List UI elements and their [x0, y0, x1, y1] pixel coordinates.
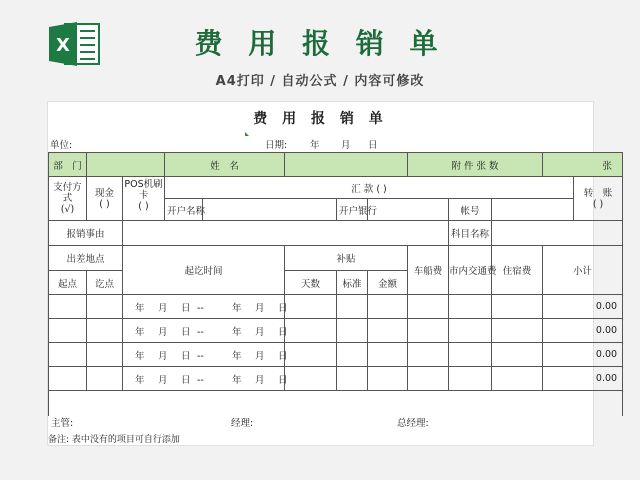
- expense-table: [48, 152, 623, 416]
- subtotal-value: 0.00: [543, 343, 623, 367]
- start-year: 年: [135, 374, 145, 386]
- standard-label: 标准: [337, 271, 368, 295]
- standard-input[interactable]: [337, 295, 368, 319]
- period-input[interactable]: [123, 319, 288, 343]
- days-input[interactable]: [285, 319, 337, 343]
- remit-label[interactable]: 汇 款 ( ): [165, 177, 574, 199]
- header-row: [49, 153, 623, 177]
- start-day: 日: [181, 302, 191, 314]
- subtotal-value: 0.00: [543, 367, 623, 391]
- from-label: 起点: [49, 271, 87, 295]
- allowance-label: 补贴: [285, 246, 408, 271]
- page-title: 费 用 报 销 单: [194, 27, 446, 60]
- date-separator: --: [197, 302, 204, 314]
- amount-label: 金额: [368, 271, 408, 295]
- end-month: 月: [255, 350, 265, 362]
- lodging-input[interactable]: [492, 343, 543, 367]
- end-day: 日: [278, 350, 288, 362]
- table-row: [49, 367, 623, 391]
- pay-method-check: (√): [60, 204, 75, 215]
- name-label: 姓 名: [165, 153, 285, 177]
- pos-label: POS机刷卡: [124, 179, 163, 201]
- days-input[interactable]: [285, 367, 337, 391]
- start-year: 年: [135, 350, 145, 362]
- vehicle-input[interactable]: [408, 295, 449, 319]
- sheets-unit: 张: [602, 160, 613, 172]
- days-input[interactable]: [285, 343, 337, 367]
- cell-marker-icon: [245, 132, 249, 136]
- local-input[interactable]: [449, 343, 492, 367]
- period-input[interactable]: [123, 295, 288, 319]
- subject-input[interactable]: [492, 221, 623, 246]
- from-input[interactable]: [49, 295, 87, 319]
- vehicle-label: 车船费: [408, 246, 449, 295]
- end-year: 年: [232, 374, 242, 386]
- general-manager-label: 总经理:: [397, 418, 429, 429]
- pos-check: ( ): [138, 201, 149, 212]
- end-month: 月: [255, 326, 265, 338]
- amount-input[interactable]: [368, 367, 408, 391]
- pay-method-label: 支付方式: [53, 182, 82, 204]
- period-label: 起讫时间: [123, 246, 285, 295]
- subtotal-label: 小计: [543, 246, 623, 295]
- start-month: 月: [158, 374, 168, 386]
- local-input[interactable]: [449, 367, 492, 391]
- start-day: 日: [181, 350, 191, 362]
- start-month: 月: [158, 350, 168, 362]
- vehicle-input[interactable]: [408, 367, 449, 391]
- signature-row: [49, 391, 623, 416]
- from-input[interactable]: [49, 367, 87, 391]
- from-input[interactable]: [49, 343, 87, 367]
- subtotal-value: 0.00: [543, 295, 623, 319]
- standard-input[interactable]: [337, 319, 368, 343]
- end-month: 月: [255, 302, 265, 314]
- dept-input[interactable]: [87, 153, 165, 177]
- start-day: 日: [181, 374, 191, 386]
- end-day: 日: [278, 302, 288, 314]
- lodging-input[interactable]: [492, 367, 543, 391]
- sheet-title: 费 用 报 销 单: [253, 111, 388, 127]
- cash-label: 现金: [94, 187, 114, 199]
- start-day: 日: [181, 326, 191, 338]
- pay-method: [49, 177, 87, 221]
- date-separator: --: [197, 350, 204, 362]
- lodging-input[interactable]: [492, 295, 543, 319]
- end-month: 月: [255, 374, 265, 386]
- to-input[interactable]: [87, 367, 123, 391]
- start-year: 年: [135, 326, 145, 338]
- reason-input[interactable]: [123, 221, 449, 246]
- svg-text:X: X: [56, 35, 70, 56]
- table-row: [49, 319, 623, 343]
- to-input[interactable]: [87, 343, 123, 367]
- amount-input[interactable]: [368, 343, 408, 367]
- date-year: 年: [310, 140, 320, 151]
- standard-input[interactable]: [337, 343, 368, 367]
- payment-row: [49, 177, 623, 199]
- transfer-label: 转 账: [583, 187, 613, 199]
- to-label: 讫点: [87, 271, 123, 295]
- local-input[interactable]: [449, 319, 492, 343]
- reason-row: [49, 221, 623, 246]
- lodging-label: 住宿费: [492, 246, 543, 295]
- end-year: 年: [232, 326, 242, 338]
- period-input[interactable]: [123, 343, 288, 367]
- supervisor-label: 主管:: [51, 418, 74, 429]
- bank-input[interactable]: [368, 199, 449, 221]
- end-day: 日: [278, 374, 288, 386]
- attach-label: 附 件 张 数: [408, 153, 543, 177]
- cash-check: ( ): [99, 198, 110, 210]
- vehicle-input[interactable]: [408, 319, 449, 343]
- manager-label: 经理:: [231, 418, 254, 429]
- days-label: 天数: [285, 271, 337, 295]
- transfer-check: ( ): [592, 198, 604, 210]
- to-input[interactable]: [87, 319, 123, 343]
- account-no-label: 帐号: [449, 199, 492, 221]
- reason-label: 报销事由: [49, 221, 123, 246]
- start-month: 月: [158, 326, 168, 338]
- table-row: [49, 343, 623, 367]
- date-separator: --: [197, 374, 204, 386]
- name-input[interactable]: [285, 153, 408, 177]
- unit-label: 单位:: [50, 140, 73, 151]
- attach-count[interactable]: [543, 153, 623, 177]
- pos-option[interactable]: [123, 177, 165, 221]
- to-input[interactable]: [87, 295, 123, 319]
- date-month: 月: [341, 140, 351, 151]
- table-row: [49, 295, 623, 319]
- standard-input[interactable]: [337, 367, 368, 391]
- local-input[interactable]: [449, 295, 492, 319]
- footnote: 备注: 表中没有的项目可自行添加: [48, 435, 180, 445]
- days-input[interactable]: [285, 295, 337, 319]
- transfer-option[interactable]: [574, 177, 623, 221]
- date-separator: --: [197, 326, 204, 338]
- local-label: 市内交通费: [449, 246, 492, 295]
- trip-header-row: [49, 246, 623, 271]
- start-year: 年: [135, 302, 145, 314]
- period-input[interactable]: [123, 367, 288, 391]
- date-day: 日: [368, 140, 378, 151]
- account-no-input[interactable]: [492, 199, 574, 221]
- dept-label: 部 门: [49, 153, 87, 177]
- subtotal-value: 0.00: [543, 319, 623, 343]
- account-name-input[interactable]: [203, 199, 337, 221]
- lodging-input[interactable]: [492, 319, 543, 343]
- account-name-label: 开户名称: [165, 199, 203, 221]
- place-label: 出差地点: [49, 246, 123, 271]
- amount-input[interactable]: [368, 295, 408, 319]
- amount-input[interactable]: [368, 319, 408, 343]
- end-day: 日: [278, 326, 288, 338]
- expense-sheet: [47, 101, 618, 446]
- date-label: 日期:: [265, 140, 288, 151]
- end-year: 年: [232, 302, 242, 314]
- cash-option[interactable]: [87, 177, 123, 221]
- signature-cell[interactable]: [49, 391, 623, 416]
- vehicle-input[interactable]: [408, 343, 449, 367]
- end-year: 年: [232, 350, 242, 362]
- subject-label: 科目名称: [449, 221, 492, 246]
- page-subtitle: A4打印 / 自动公式 / 内容可修改: [215, 74, 425, 89]
- start-month: 月: [158, 302, 168, 314]
- bank-label: 开户银行: [337, 199, 368, 221]
- from-input[interactable]: [49, 319, 87, 343]
